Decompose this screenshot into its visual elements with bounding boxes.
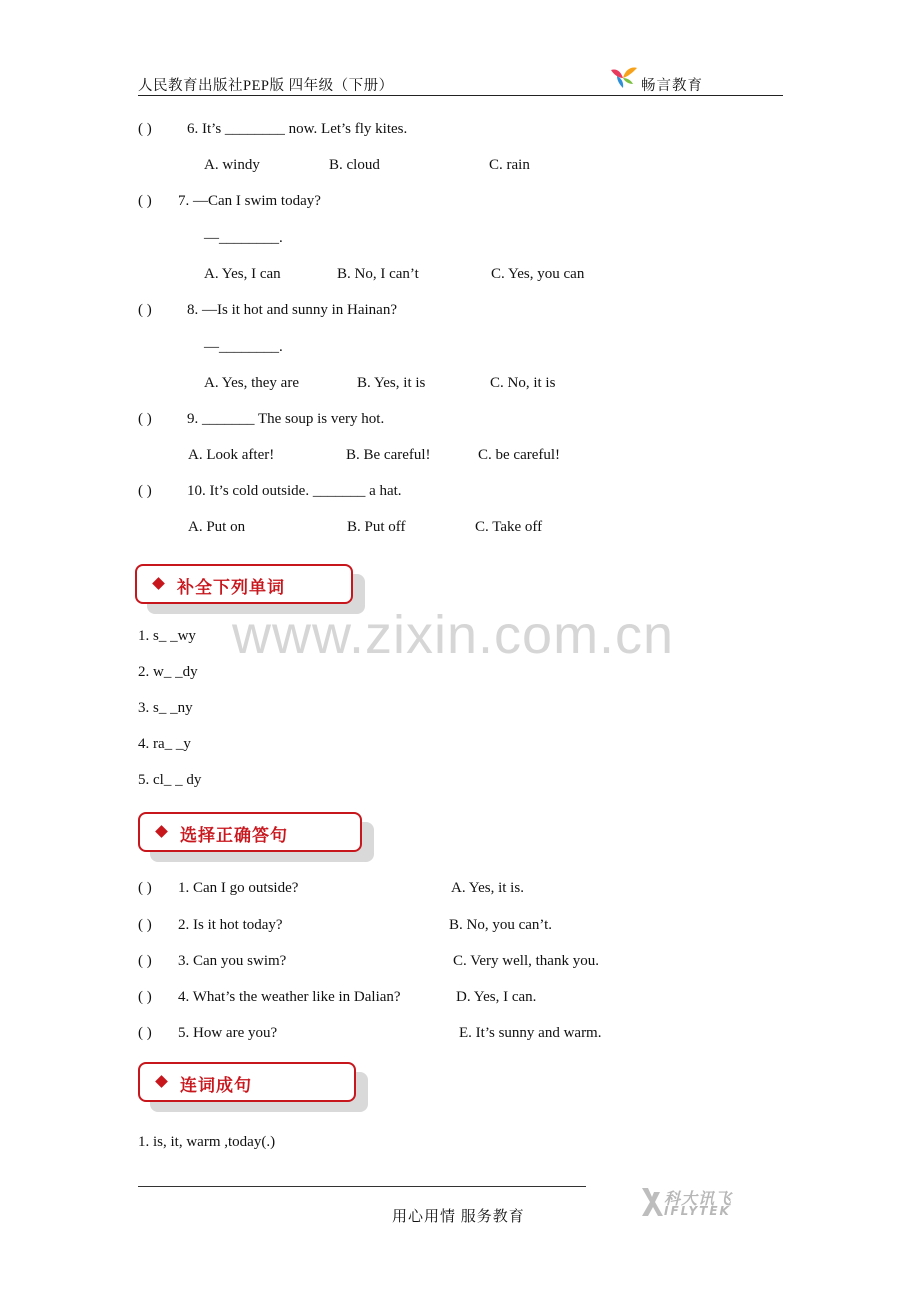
header-divider	[138, 95, 783, 96]
option-b: B. Be careful!	[346, 447, 431, 463]
watermark: www.zixin.com.cn	[232, 605, 675, 665]
question-text: 8. —Is it hot and sunny in Hainan?	[187, 302, 397, 318]
option-a: A. Yes, I can	[204, 266, 281, 282]
answer-bracket[interactable]: ( )	[138, 121, 152, 137]
option-a: A. Look after!	[188, 447, 275, 463]
question-text: 7. —Can I swim today?	[178, 193, 321, 209]
answer-bracket[interactable]: ( )	[138, 989, 152, 1005]
match-answer: A. Yes, it is.	[451, 880, 524, 896]
word-item: 2. w_ _dy	[138, 664, 198, 680]
option-b: B. cloud	[329, 157, 380, 173]
option-b: B. Yes, it is	[357, 375, 426, 391]
option-c: C. be careful!	[478, 447, 561, 463]
option-a: A. Yes, they are	[204, 375, 299, 391]
answer-bracket[interactable]: ( )	[138, 302, 152, 318]
order-item: 1. is, it, warm ,today(.)	[138, 1134, 276, 1150]
iflytek-logo-icon	[640, 1186, 664, 1218]
option-c: C. rain	[489, 157, 530, 173]
option-a: A. Put on	[188, 519, 246, 535]
answer-bracket[interactable]: ( )	[138, 193, 152, 209]
question-text: 9. _______ The soup is very hot.	[187, 411, 385, 427]
match-question: 5. How are you?	[178, 1025, 278, 1041]
answer-bracket[interactable]: ( )	[138, 917, 152, 933]
word-item: 4. ra_ _y	[138, 736, 191, 752]
match-question: 3. Can you swim?	[178, 953, 287, 969]
option-b: B. Put off	[347, 519, 406, 535]
brand-name: 畅言教育	[641, 78, 703, 94]
section-title: 补全下列单词	[177, 578, 285, 598]
diamond-icon	[155, 1075, 168, 1088]
brand-logo-icon	[609, 64, 639, 90]
answer-bracket[interactable]: ( )	[138, 953, 152, 969]
match-answer: C. Very well, thank you.	[453, 953, 599, 969]
match-answer: E. It’s sunny and warm.	[459, 1025, 602, 1041]
match-answer: B. No, you can’t.	[449, 917, 553, 933]
match-question: 4. What’s the weather like in Dalian?	[178, 989, 401, 1005]
header-title: 人民教育出版社PEP版 四年级（下册）	[138, 78, 394, 94]
option-c: C. Take off	[475, 519, 543, 535]
answer-blank: —________.	[204, 339, 283, 355]
section-header-fill-words	[135, 564, 353, 604]
match-question: 2. Is it hot today?	[178, 917, 283, 933]
diamond-icon	[155, 825, 168, 838]
match-answer: D. Yes, I can.	[456, 989, 537, 1005]
answer-bracket[interactable]: ( )	[138, 411, 152, 427]
answer-bracket[interactable]: ( )	[138, 880, 152, 896]
answer-bracket[interactable]: ( )	[138, 1025, 152, 1041]
option-c: C. Yes, you can	[491, 266, 585, 282]
section-title: 连词成句	[180, 1076, 252, 1096]
iflytek-logo-cn: 科大讯飞	[664, 1189, 733, 1208]
word-item: 1. s_ _wy	[138, 628, 196, 644]
option-a: A. windy	[204, 157, 260, 173]
section-header-choose-answer	[138, 812, 362, 852]
word-item: 3. s_ _ny	[138, 700, 193, 716]
question-text: 6. It’s ________ now. Let’s fly kites.	[187, 121, 408, 137]
section-header-word-order	[138, 1062, 356, 1102]
word-item: 5. cl_ _ dy	[138, 772, 202, 788]
footer-slogan: 用心用情 服务教育	[392, 1209, 525, 1225]
option-c: C. No, it is	[490, 375, 556, 391]
answer-bracket[interactable]: ( )	[138, 483, 152, 499]
option-b: B. No, I can’t	[337, 266, 419, 282]
question-text: 10. It’s cold outside. _______ a hat.	[187, 483, 402, 499]
answer-blank: —________.	[204, 230, 283, 246]
iflytek-logo-en: IFLYTEK	[664, 1204, 731, 1218]
match-question: 1. Can I go outside?	[178, 880, 299, 896]
diamond-icon	[152, 577, 165, 590]
answer-line	[138, 1186, 586, 1187]
section-title: 选择正确答句	[180, 826, 288, 846]
